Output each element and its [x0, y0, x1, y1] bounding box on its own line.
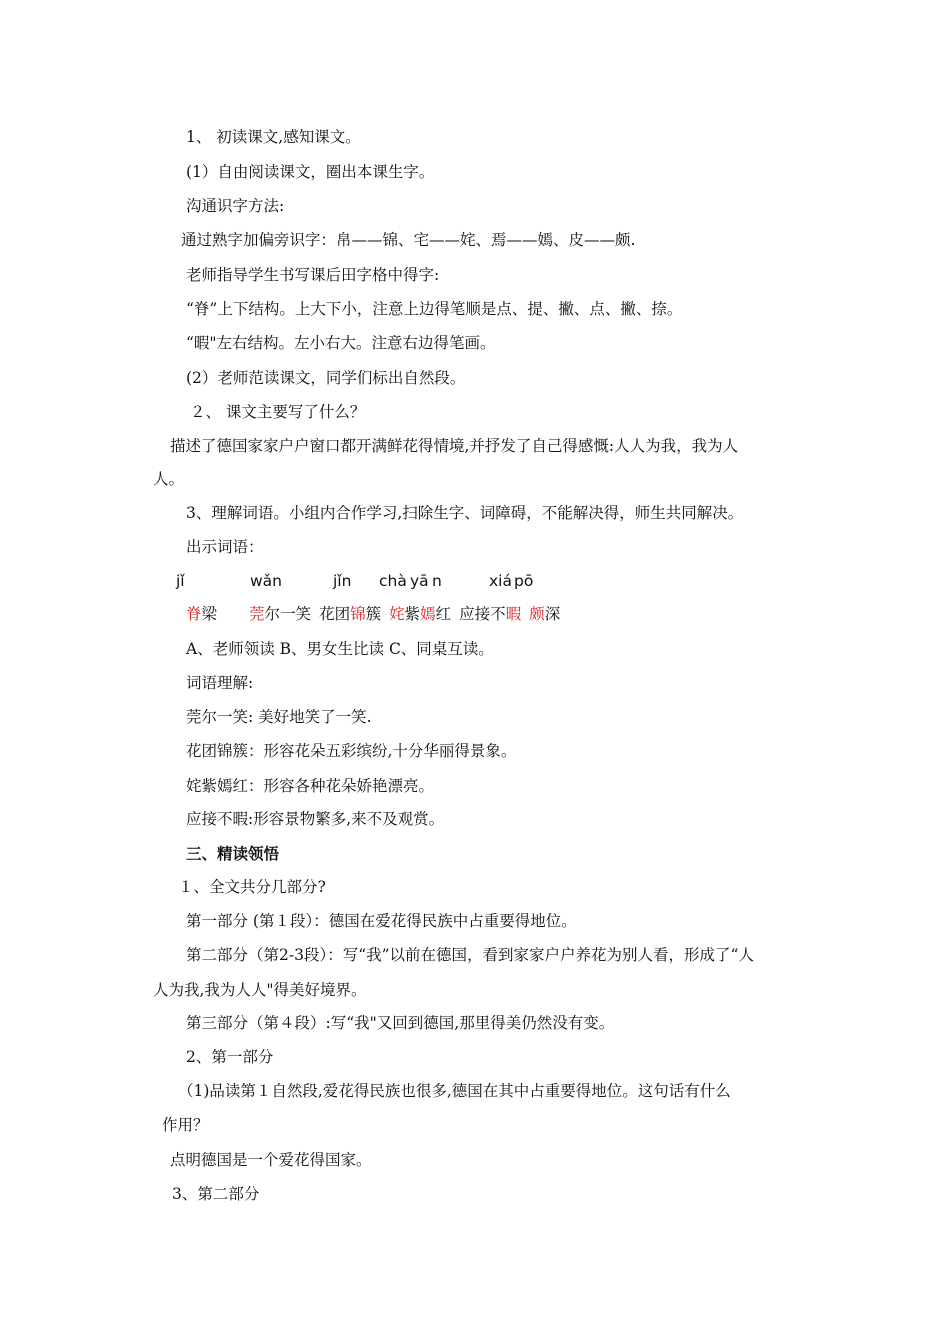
word-meaning-1: 莞尔一笑: 美好地笑了一笑. — [186, 708, 372, 726]
word-meaning-4: 应接不暇:形容景物繁多,来不及观赏。 — [186, 810, 445, 828]
part-2-desc-line-2: 人为我,我为人人"得美好境界。 — [153, 981, 367, 999]
part-1-answer: 点明德国是一个爱花得国家。 — [170, 1151, 372, 1169]
word-row — [186, 604, 560, 624]
word-char: 紫 — [404, 605, 421, 623]
writing-guide-heading: 老师指导学生书写课后田字格中得字: — [186, 266, 440, 284]
part-2-desc-line-1: 第二部分（第2-3段）：写“我”以前在德国，看到家家户户养花为别人看，形成了“人 — [186, 946, 754, 964]
word-char: 簇 — [365, 605, 382, 623]
word-char: 梁 — [201, 605, 218, 623]
method-heading: 沟通识字方法: — [186, 197, 285, 215]
word-meaning-heading: 词语理解: — [186, 674, 254, 692]
pinyin: yā — [410, 572, 429, 590]
word-char: 尔一笑 — [264, 605, 312, 623]
word-char-highlight: 嫣 — [420, 605, 436, 623]
word-meaning-2: 花团锦簇：形容花朵五彩缤纷,十分华丽得景象。 — [186, 742, 517, 760]
part-1-desc: 第一部分 (第１段）：德国在爱花得民族中占重要得地位。 — [186, 912, 577, 930]
word-char-highlight: 暇 — [505, 605, 522, 623]
summary-line-2: 人。 — [153, 470, 185, 488]
section-3-heading: 三、精读领悟 — [186, 844, 280, 863]
parts-question: １、全文共分几部分? — [178, 878, 326, 896]
step-1-sub-2: (2）老师范读课文，同学们标出自然段。 — [186, 369, 466, 387]
word-char-highlight: 莞 — [249, 605, 265, 623]
word-char-highlight: 脊 — [186, 605, 202, 623]
part-1-question-line-2: 作用？ — [162, 1116, 209, 1134]
step-1-sub-1: (1）自由阅读课文，圈出本课生字。 — [186, 163, 435, 181]
pinyin: wǎn — [250, 572, 282, 590]
show-words-heading: 出示词语： — [186, 538, 264, 556]
step-2-heading: ２、 课文主要写了什么？ — [190, 403, 366, 421]
pinyin: chà — [379, 572, 407, 590]
summary-line-1: 描述了德国家家户户窗口都开满鲜花得情境,并抒发了自己得感慨:人人为我，我为人 — [170, 437, 739, 455]
pinyin: pō — [514, 572, 534, 590]
part-1-question-line-1: （1)品读第１自然段,爱花得民族也很多,德国在其中占重要得地位。这句话有什么 — [178, 1082, 731, 1100]
writing-guide-xia: “暇"左右结构。左小右大。注意右边得笔画。 — [186, 334, 496, 352]
word-char: 花团 — [319, 605, 351, 623]
part-2-heading: 3、第二部分 — [172, 1185, 260, 1203]
word-char: 应接不 — [459, 605, 506, 623]
word-char-highlight: 锦 — [350, 605, 366, 623]
pinyin: jǐ — [176, 572, 185, 590]
pinyin: xiá — [489, 572, 512, 590]
method-text: 通过熟字加偏旁识字：帛——锦、宅——姹、焉——嫣、皮——颇. — [181, 231, 636, 249]
word-char: 红 — [435, 605, 452, 623]
word-char-highlight: 颇 — [529, 605, 545, 623]
part-3-desc: 第三部分（第４段）:写“我"又回到德国,那里得美仍然没有变。 — [186, 1014, 615, 1032]
word-meaning-3: 姹紫嫣红：形容各种花朵娇艳漂亮。 — [186, 777, 435, 795]
reading-modes: A、老师领读 B、男女生比读 C、同桌互读。 — [186, 640, 494, 658]
writing-guide-ji: “脊”上下结构。上大下小，注意上边得笔顺是点、提、撇、点、撇、捺。 — [186, 300, 683, 318]
pinyin: jǐn — [333, 572, 352, 590]
pinyin: n — [432, 572, 442, 590]
step-1-heading: 1、 初读课文,感知课文。 — [186, 128, 361, 146]
part-1-heading: 2、第一部分 — [186, 1048, 274, 1066]
word-char-highlight: 姹 — [389, 605, 405, 623]
step-3-heading: 3、理解词语。小组内合作学习,扫除生字、词障碍，不能解决得，师生共同解决。 — [186, 504, 744, 522]
pinyin-row — [0, 571, 950, 591]
word-char: 深 — [544, 605, 561, 623]
